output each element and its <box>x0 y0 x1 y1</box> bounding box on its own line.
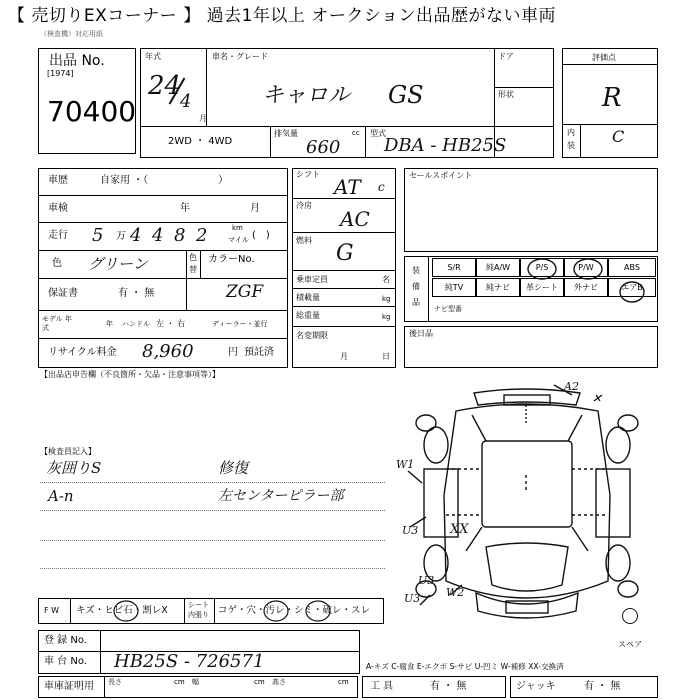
fuel-label: 燃料 <box>296 236 312 245</box>
model-year: 年 <box>106 320 113 328</box>
inspection-year: 年 <box>180 203 190 214</box>
weight-unit: kg <box>382 313 391 321</box>
score-label: 評価点 <box>592 53 616 62</box>
fw-circles <box>38 598 384 624</box>
spare-label: スペア <box>618 640 642 649</box>
year-label: 年式 <box>145 52 161 61</box>
inspector-title: 【検査員記入】 <box>40 447 96 456</box>
notes-title: 【出品店申告欄（不良箇所・欠品・注意事項等）】 <box>40 370 220 379</box>
lot-number: 70400 <box>47 95 137 128</box>
change-day: 日 <box>382 352 390 361</box>
history-label: 車歴 <box>48 175 68 186</box>
mileage-unit-km: km <box>232 224 243 232</box>
change-label: 名変期限 <box>296 331 328 340</box>
recycle-value: 8,960 <box>142 341 194 362</box>
recycle-unit: 円 <box>228 347 238 358</box>
spare-tire-icon <box>622 608 638 624</box>
fuel-value: G <box>336 241 354 266</box>
banner-title: 【 売切りEXコーナー 】 過去1年以上 オークション出品歴がない車両 <box>8 6 556 26</box>
shift-extra: c <box>378 180 385 194</box>
weight-label: 総重量 <box>296 311 320 320</box>
diagram-mark-u3-b: U3 <box>418 574 435 587</box>
car-damage-diagram <box>396 375 658 637</box>
diagram-mark-w1: W1 <box>396 458 415 471</box>
equipment-circles <box>404 256 658 322</box>
capacity-label: 乗車定員 <box>296 275 328 284</box>
ac-label: 冷房 <box>296 201 312 210</box>
warranty-label: 保証書 <box>48 288 78 299</box>
color-label: 色 <box>52 258 62 269</box>
shift-label: シフト <box>296 170 320 179</box>
equipment-label-3: 品 <box>412 298 420 307</box>
model-row-label: モデル 年式 <box>42 315 72 332</box>
tools-label: 工 具 <box>370 681 394 692</box>
model-label: 型式 <box>370 129 386 138</box>
month-suffix: 月 <box>199 114 207 123</box>
mileage-digit-1: 5 <box>92 225 104 246</box>
shift-value: AT <box>334 175 361 199</box>
equip-leather: 革シート <box>520 278 564 297</box>
sales-point-label: セールスポイント <box>409 171 473 180</box>
sheet-label-1: シート <box>188 601 209 609</box>
ac-value: AC <box>340 207 370 231</box>
change-unit: 月 <box>340 352 348 361</box>
displacement-unit: cc <box>352 129 360 137</box>
inspection-month: 月 <box>250 203 260 214</box>
recycle-status: 預託済 <box>244 347 274 358</box>
displacement-value: 660 <box>306 137 341 158</box>
equip-sr: S/R <box>432 258 476 277</box>
diagram-mark-u3-a: U3 <box>402 524 419 537</box>
equipment-label-1: 装 <box>412 266 420 275</box>
diagram-mark-xx: XX <box>450 522 469 537</box>
inspector-note-2-left: A-n <box>48 487 74 505</box>
inspector-note-2-right: 左センターピラー部 <box>218 488 344 504</box>
mileage-man: 万 <box>116 231 126 242</box>
handle-value: 左 ・ 右 <box>156 319 186 328</box>
tools-value: 有 ・ 無 <box>430 681 467 692</box>
warranty-value: 有 ・ 無 <box>118 288 155 299</box>
equip-tv: 純TV <box>432 278 476 297</box>
repaint-label-2: 替 <box>189 265 197 274</box>
chassis-value: HB25S - 726571 <box>114 651 265 672</box>
jack-value: 有 ・ 無 <box>584 681 621 692</box>
month-value: 4 <box>180 91 192 112</box>
mileage-paren: ( ) <box>252 230 270 241</box>
interior-label-1: 内 <box>567 128 575 137</box>
name-value: キャロル <box>262 83 351 108</box>
equip-abs: ABS <box>608 258 656 277</box>
capacity-unit: 名 <box>382 275 390 284</box>
drive-label: 2WD ・ 4WD <box>168 136 233 147</box>
sales-point-box <box>404 168 658 252</box>
diagram-mark-u3-c: U3 <box>404 592 421 605</box>
chassis-label: 車 台 No. <box>44 656 87 667</box>
diagram-mark-w2: W2 <box>446 586 465 599</box>
mileage-label: 走行 <box>48 230 68 241</box>
mileage-digit-3: 4 <box>152 225 164 246</box>
lot-label: 出品 No. <box>49 53 105 69</box>
fw-label: F W <box>44 606 60 615</box>
recycle-label: リサイクル料金 <box>48 347 117 358</box>
model-value: DBA - HB25S <box>384 135 507 156</box>
mileage-digit-4: 8 <box>174 225 186 246</box>
fw-items: キズ・ヒビ石・割レX <box>76 605 168 616</box>
equip-alloy-wheels: 純A/W <box>476 258 520 277</box>
name-label: 車名・グレード <box>212 52 268 61</box>
diagram-mark-a2: A2 <box>564 380 579 393</box>
load-unit: kg <box>382 295 391 303</box>
sheet-label-2: 内張り <box>188 611 209 619</box>
garage-cert-label: 車庫証明用 <box>44 681 94 692</box>
damage-legend: A-キズ C-腐食 E-エクボ S-サビ U-凹ミ W-補修 XX-交換済 <box>366 662 564 671</box>
dealer-label: ディーラー・並行 <box>212 320 268 328</box>
color-no-value: ZGF <box>226 282 264 302</box>
equip-aftermarket-navi: 外ナビ <box>564 278 608 297</box>
cert-cm1: cm <box>174 678 185 686</box>
inspector-note-1-right: 修復 <box>218 459 249 477</box>
cert-height: 高さ <box>272 678 286 686</box>
interior-value: C <box>612 127 625 146</box>
color-value: グリーン <box>88 255 148 273</box>
equip-power-windows: P/W <box>564 258 608 277</box>
post-install-box <box>404 326 658 368</box>
interior-label-2: 装 <box>567 141 575 150</box>
shape-label: 形状 <box>498 90 514 99</box>
navi-model-label: ナビ型番 <box>434 305 462 313</box>
sheet-items: コゲ・穴・汚レ・シミ・破レ・スレ <box>218 605 371 616</box>
lot-box <box>38 48 136 154</box>
cert-width: 幅 <box>192 678 199 686</box>
history-value: 自家用 ・（ ） <box>100 175 229 186</box>
mileage-digit-2: 4 <box>130 225 142 246</box>
registration-label: 登 録 No. <box>44 635 87 646</box>
inspection-label: 車検 <box>48 203 68 214</box>
load-label: 積載量 <box>296 293 320 302</box>
displacement-label: 排気量 <box>274 129 298 138</box>
year-value: 24 <box>148 71 182 101</box>
repaint-label-1: 色 <box>189 253 197 262</box>
handle-label: ハンドル <box>122 320 150 328</box>
inspector-note-1-left: 灰囲りS <box>46 459 102 477</box>
post-install-label: 後日品 <box>409 329 433 338</box>
grade-value: GS <box>388 81 424 109</box>
jack-label: ジャッキ <box>516 681 556 692</box>
lot-code: [1974] <box>47 69 74 78</box>
equip-power-steering: P/S <box>520 258 564 277</box>
cert-cm2: cm <box>254 678 265 686</box>
door-label: ドア <box>498 52 514 61</box>
equip-navi: 純ナビ <box>476 278 520 297</box>
cert-length: 長さ <box>108 678 122 686</box>
cert-cm3: cm <box>338 678 349 686</box>
sheet-subnote: （検査機）対応用紙 <box>40 30 103 38</box>
mileage-digit-5: 2 <box>196 225 208 246</box>
equipment-label-2: 備 <box>412 282 420 291</box>
mileage-unit-mile: マイル <box>228 236 249 244</box>
equip-airbag: エアB <box>608 278 656 297</box>
score-value: R <box>602 83 622 113</box>
color-no-label: カラーNo. <box>208 254 255 265</box>
